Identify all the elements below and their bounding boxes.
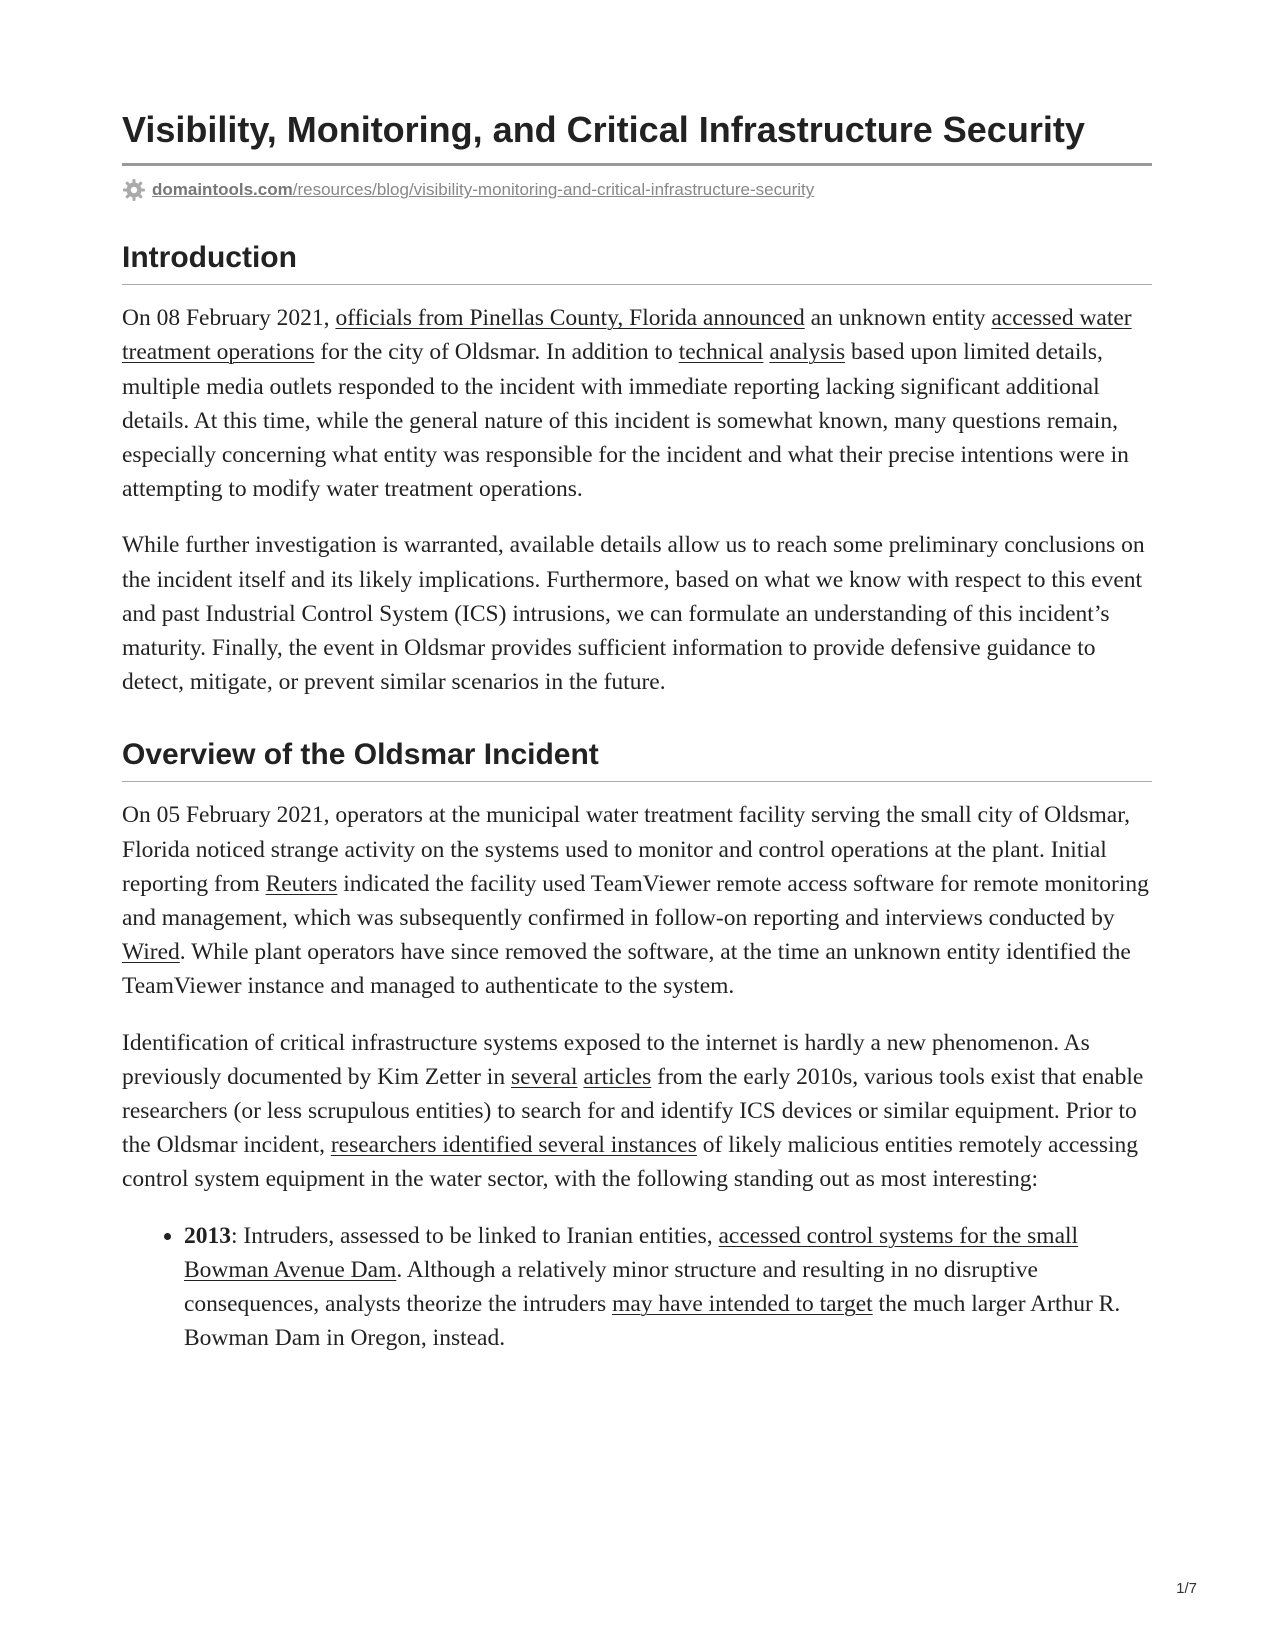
intro-paragraph-1: On 08 February 2021, officials from Pinellas County, Florida announced an unknown entity accessed water treatment operations for the city of Oldsmar. In addition to technical analysis based upon limited details, multiple media outlets responded to the incident with immediate reporting lacking significant additional details. At this time, while the general nature of this incident is somewhat known, many questions remain, especially concerning what entity was responsible for the incident and what their precise intentions were in attempting to modify water treatment operations. [122, 305, 1132, 503]
gear-icon [122, 178, 146, 202]
page-title: Visibility, Monitoring, and Critical Infrastructure Security [122, 108, 1152, 166]
link-reuters[interactable]: Reuters [265, 870, 338, 897]
list-item: • 2013: Intruders, assessed to be linked to Iranian entities, accessed control systems for the small Bowman Avenue Dam. Although a relatively minor structure and resulting in no disruptive consequences, analysts theorize the intruders may have intended to target the much larger Arthur R. Bowman Dam in Oregon, instead. [184, 1219, 1152, 1356]
list-item-year: 2013 [184, 1222, 231, 1249]
source-link[interactable] [152, 180, 814, 200]
link-pinellas-announcement[interactable]: officials from Pinellas County, Florida announced [335, 305, 805, 332]
link-bowman-avenue-dam[interactable]: accessed control systems for the small Bowman Avenue Dam [184, 1222, 1079, 1283]
link-several[interactable]: several [510, 1063, 578, 1090]
link-wired[interactable]: Wired [122, 939, 180, 966]
page-number: 1/7 [1176, 1580, 1197, 1597]
link-researchers-identified[interactable]: researchers identified several instances [330, 1132, 697, 1159]
source-path: /resources/blog/visibility-monitoring-and-critical-infrastructure-security [292, 180, 815, 200]
link-accessed-water-treatment[interactable]: accessed water treatment operations [122, 305, 1132, 366]
incident-list [122, 1219, 1152, 1356]
overview-paragraph-2: Identification of critical infrastructure systems exposed to the internet is hardly a new phenomenon. As previously documented by Kim Zetter in several articles from the early 2010s, various tools exist that enable researchers (or less scrupulous entities) to search for and identify ICS devices or similar equipment. Prior to the Oldsmar incident, researchers identified several instances of likely malicious entities remotely accessing control system equipment in the water sector, with the following standing out as most interesting: [122, 1029, 1144, 1193]
link-analysis[interactable]: analysis [769, 339, 846, 366]
overview-paragraph-1: On 05 February 2021, operators at the municipal water treatment facility serving the small city of Oldsmar, Florida noticed strange activity on the systems used to monitor and control operations at the plant. Initial reporting from Reuters indicated the facility used TeamViewer remote access software for remote monitoring and management, which was subsequently confirmed in follow-on reporting and interviews conducted by Wired. While plant operators have since removed the software, at the time an unknown entity identified the TeamViewer instance and managed to authenticate to the system. [122, 802, 1149, 1000]
heading-overview: Overview of the Oldsmar Incident [122, 737, 1152, 782]
source-domain: domaintools.com [152, 180, 293, 200]
link-articles[interactable]: articles [583, 1063, 652, 1090]
document-page [122, 108, 1152, 1355]
intro-paragraph-2: While further investigation is warranted, available details allow us to reach some preliminary conclusions on the incident itself and its likely implications. Furthermore, based on what we know with respect to this event and past Industrial Control System (ICS) intrusions, we can formulate an understanding of this incident’s maturity. Finally, the event in Oldsmar provides sufficient information to provide defensive guidance to detect, mitigate, or prevent similar scenarios in the future. [122, 532, 1145, 696]
link-technical[interactable]: technical [678, 339, 764, 366]
link-may-have-intended[interactable]: may have intended to target [612, 1291, 873, 1318]
heading-introduction: Introduction [122, 240, 1152, 285]
source-url [122, 178, 1152, 202]
